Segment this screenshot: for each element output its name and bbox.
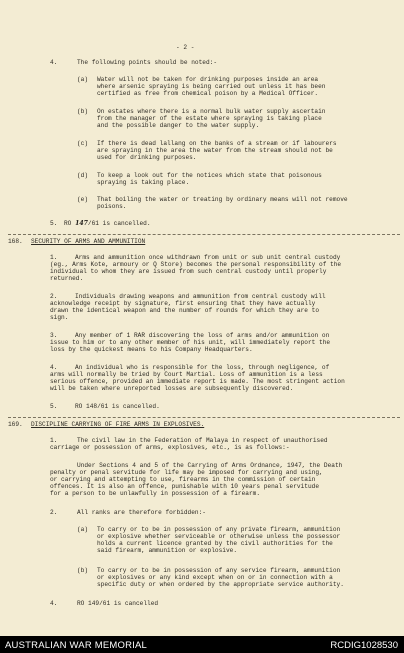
item4-d-marker: (d) — [77, 172, 89, 179]
item4-c-line: If there is dead lallang on the banks of a stream or if labourers — [97, 140, 337, 147]
sec168-p2-line: Individuals drawing weapons and ammunition from central custody will — [75, 293, 326, 300]
item4-e-line: poisons. — [97, 203, 127, 210]
sec169-p4-text: RO 149/61 is cancelled — [77, 600, 159, 607]
sec168-p1-line: returned. — [50, 275, 84, 282]
sec169-p2-number: 2. — [50, 509, 58, 516]
sec168-p1-line: (eg., Arms Kote, armoury or Q Store) becomes the personal responsibility of the — [50, 261, 342, 268]
sec169-p4-number: 4. — [50, 600, 58, 607]
section-169-title: DISCIPLINE CARRYING OF FIRE ARMS IN EXPLOSIVES. — [31, 421, 205, 428]
sec168-p2-line: acknowledge receipt by signature, first ensuring that they have actually — [50, 300, 316, 307]
sec168-p1-number: 1. — [50, 254, 58, 261]
sec169-p1b-line: for a person to be unlawfully in possession of a firearm. — [50, 490, 261, 497]
sec169-p1-line: The civil law in the Federation of Malaya in respect of unauthorised — [77, 437, 328, 444]
sec169-p1-line: carriage or possession of arms, explosives, etc., is as follows:- — [50, 444, 290, 451]
sec168-p2-line: sign. — [50, 314, 69, 321]
item4-c-line: used for drinking purposes. — [97, 154, 197, 161]
item4-b-marker: (b) — [77, 108, 89, 115]
sec168-p1-line: Arms and ammunition once withdrawn from unit or sub unit central custody — [75, 254, 341, 261]
sec169-b-marker: (b) — [77, 567, 89, 574]
sec168-p4-line: An individual who is responsible for the loss, through negligence, of — [75, 364, 330, 371]
item4-number: 4. — [50, 59, 58, 66]
item4-d-line: spraying is taking place. — [97, 179, 190, 186]
sec168-p1-line: individual to whom they are issued from such central custody until properly — [50, 268, 327, 275]
sec169-a-line: holds a current licence granted by the civil authorities for the — [97, 540, 333, 547]
item4-c-marker: (c) — [77, 140, 89, 147]
sec169-p1b-line: offences. It is also an offence, punishable with 10 years penal servitude — [50, 483, 320, 490]
item4-c-line: are spraying in the area the water from the stream should not be — [97, 147, 333, 154]
item4-b-line: and the possible danger to the water supply. — [97, 122, 260, 129]
sec169-a-line: or explosive whether serviceable or otherwise unless the possessor — [97, 533, 341, 540]
item5-number: 5. — [50, 220, 58, 227]
section-divider — [8, 234, 400, 235]
sec168-p2-line: drawn the identical weapon and the number of rounds for which they are to — [50, 307, 320, 314]
sec169-p1b-line: Under Sections 4 and 5 of the Carrying of Arms Ordnance, 1947, the Death — [77, 462, 343, 469]
footer-reference-id: RCDIG1028530 — [330, 640, 398, 651]
sec169-p1b-line: penalty or penal servitude for life may be imposed for carrying and using, — [50, 469, 323, 476]
item4-b-line: from the manager of the estate where spraying is taking place — [97, 115, 322, 122]
sec169-p1b-line: or carrying and attempting to use, firearms in the commission of certain — [50, 476, 316, 483]
item4-a-line: where arsenic spraying is being carried out unless it has been — [97, 83, 326, 90]
sec168-p3-number: 3. — [50, 332, 58, 339]
sec169-b-line: To carry or to be in possession of any service firearm, ammunition — [97, 567, 341, 574]
sec168-p5-number: 5. — [50, 403, 58, 410]
item4-d-line: To keep a look out for the notices which state that poisonous — [97, 172, 322, 179]
sec168-p3-line: loss by the quickest means to his Company Headquarters. — [50, 346, 253, 353]
item4-e-line: That boiling the water or treating by ordinary means will not remove — [97, 196, 348, 203]
item4-a-line: certified as free from chemical poison by a Medical Officer. — [97, 90, 319, 97]
item4-intro: The following points should be noted:- — [77, 59, 218, 66]
handwritten-number: 147 — [75, 220, 88, 227]
section-168-title: SECURITY OF ARMS AND AMMUNITION — [31, 238, 146, 245]
item5-cancel-note: RO 147/61 is cancelled. — [64, 220, 151, 227]
item4-e-marker: (e) — [77, 196, 89, 203]
item4-a-marker: (a) — [77, 76, 89, 83]
sec168-p4-line: arms will normally be tried by Court Martial. Loss of ammunition is a less — [50, 371, 323, 378]
archive-footer — [0, 636, 404, 653]
sec168-p3-line: Any member of 1 RAR discovering the loss of arms and/or ammunition on — [75, 332, 330, 339]
footer-source: AUSTRALIAN WAR MEMORIAL — [5, 640, 148, 651]
sec169-b-line: specific duty or when ordered by the appropriate service authority. — [97, 581, 344, 588]
sec168-p2-number: 2. — [50, 293, 58, 300]
item4-b-line: On estates where there is a normal bulk water supply ascertain — [97, 108, 326, 115]
sec169-a-line: To carry or to be in possession of any private firearm, ammunition — [97, 526, 341, 533]
sec169-b-line: or explosives or any kind except when on or in connection with a — [97, 574, 333, 581]
sec169-a-line: said firearm, ammunition or explosive. — [97, 547, 238, 554]
sec168-p4-line: serious offence, provided an immediate report is made. The most stringent action — [50, 378, 345, 385]
item4-a-line: Water will not be taken for drinking purposes inside an area — [97, 76, 319, 83]
sec169-p2-text: All ranks are therefore forbidden:- — [77, 509, 206, 516]
sec168-p3-line: issue to him or to any other member of his unit, will immediately report the — [50, 339, 331, 346]
page-number: - 2 - — [176, 44, 195, 51]
sec168-p5-text: RO 148/61 is cancelled. — [75, 403, 160, 410]
sec168-p4-line: will be taken where unreported losses are subsequently discovered. — [50, 385, 294, 392]
section-divider — [8, 417, 400, 418]
section-168-number: 168. — [8, 238, 23, 245]
sec169-a-marker: (a) — [77, 526, 89, 533]
sec168-p4-number: 4. — [50, 364, 58, 371]
sec169-p1-number: 1. — [50, 437, 58, 444]
section-169-number: 169. — [8, 421, 23, 428]
